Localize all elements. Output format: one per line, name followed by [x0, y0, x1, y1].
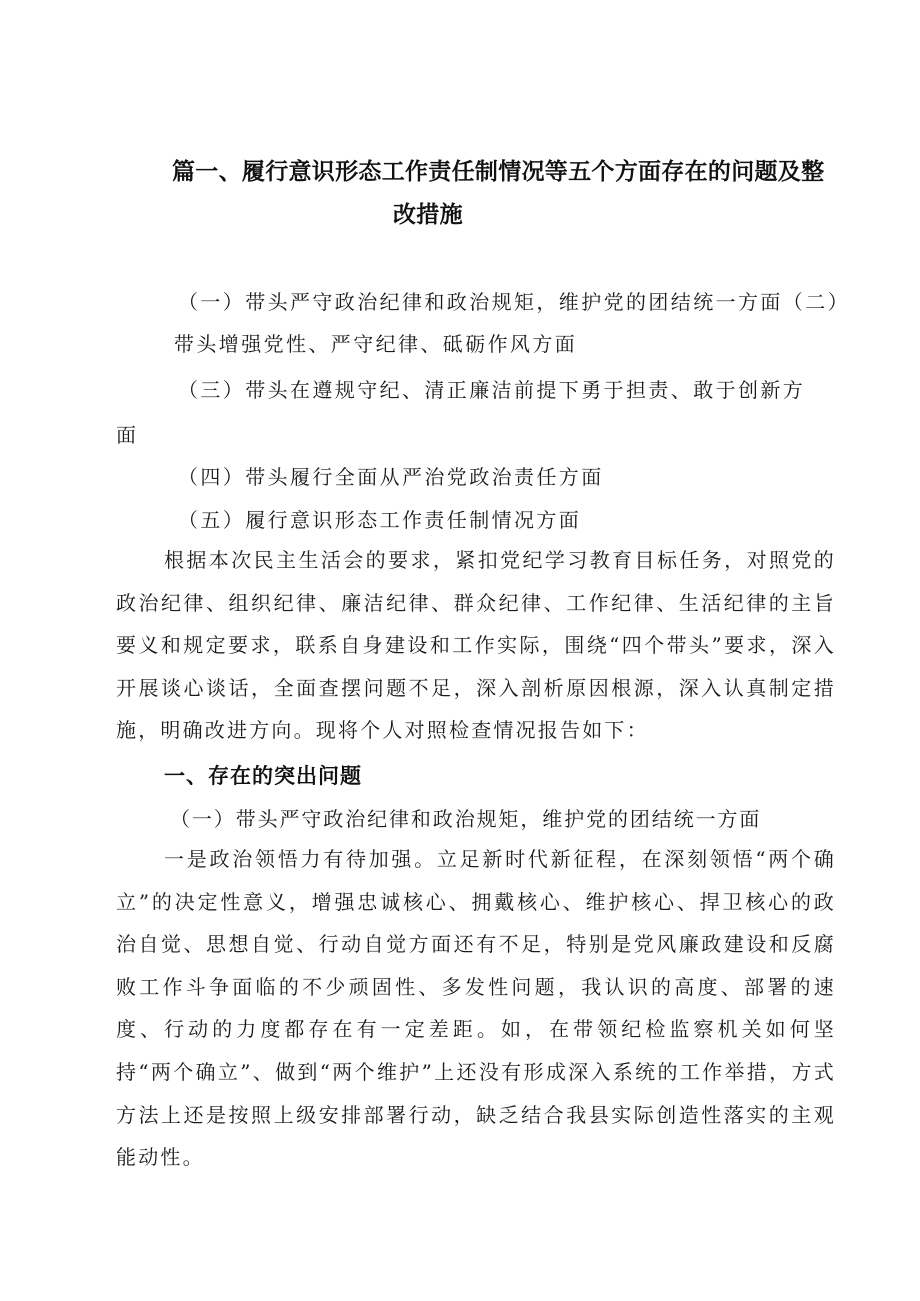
toc-item-4: （四）带头履行全面从严治党政治责任方面 [178, 465, 604, 489]
subsection-1-paragraph-block [116, 838, 836, 1179]
toc-item-5: （五）履行意识形态工作责任制情况方面 [178, 508, 582, 532]
toc-item-1-line-2: 带头增强党性、严守纪律、砥砺作风方面 [174, 332, 578, 356]
subsection-1-paragraph: 一是政治领悟力有待加强。立足新时代新征程，在深刻领悟“两个确立”的决定性意义，增强忠诚核心、拥戴核心、维护核心、捍卫核心的政治自觉、思想自觉、行动自觉方面还有不足，特别是党风廉政建设和反腐败工作斗争面临的不少顽固性、多发性问题，我认识的高度、部署的速度、行动的力度都存在有一定差距。如，在带领纪检监察机关如何坚持“两个确立”、做到“两个维护”上还没有形成深入系统的工作举措，方式方法上还是按照上级安排部署行动，缺乏结合我县实际创造性落实的主观能动性。 [116, 847, 836, 1170]
subsection-1-heading: （一）带头严守政治纪律和政治规矩，维护党的团结统一方面 [170, 807, 762, 831]
toc-item-1-line-1: （一）带头严守政治纪律和政治规矩，维护党的团结统一方面（二） [178, 290, 850, 314]
document-title-line-1: 篇一、履行意识形态工作责任制情况等五个方面存在的问题及整 [172, 159, 825, 185]
toc-item-3-line-1: （三）带头在遵规守纪、清正廉洁前提下勇于担责、敢于创新方 [178, 378, 806, 402]
intro-paragraph: 根据本次民主生活会的要求，紧扣党纪学习教育目标任务，对照党的政治纪律、组织纪律、廉洁纪律、群众纪律、工作纪律、生活纪律的主旨要义和规定要求，联系自身建设和工作实际，围绕“四个带头”要求，深入开展谈心谈话，全面查摆问题不足，深入剖析原因根源，深入认真制定措施，明确改进方向。现将个人对照检查情况报告如下： [116, 548, 836, 743]
toc-item-3-line-2: 面 [116, 423, 139, 447]
section-1-heading: 一、存在的突出问题 [164, 764, 362, 788]
document-title-line-2: 改措施 [393, 202, 463, 228]
intro-paragraph-block [116, 539, 836, 752]
